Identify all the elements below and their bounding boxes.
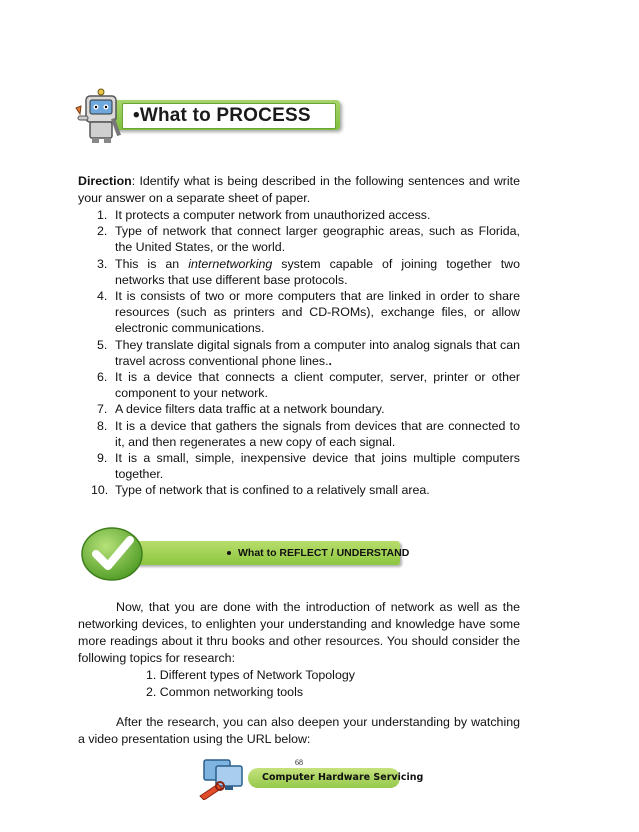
list-item: 1. Different types of Network Topology [146, 668, 355, 682]
topic-list [146, 667, 355, 701]
list-item-number: 6. [97, 370, 108, 385]
footer-bar [248, 768, 424, 788]
computer-wrench-icon [196, 756, 256, 800]
list-item-number: 2. [97, 224, 108, 239]
reflect-banner-bar [130, 541, 410, 565]
list-item-text: Type of network that is confined to a relatively small area. [115, 483, 430, 498]
list-item-number: 9. [97, 451, 108, 466]
intro-paragraph-text: Now, that you are done with the introduction of network as well as the networking devices, to enlighten your understanding and knowledge have some more readings about it thru books and other resources. You should consider the following topics for research: [78, 600, 520, 665]
list-item-number: 10. [91, 483, 109, 498]
process-banner-inner [122, 103, 336, 129]
list-item [78, 256, 520, 288]
list-item-number: 3. [97, 256, 108, 271]
list-item-number: 4. [97, 289, 108, 304]
direction-label: Direction [78, 174, 132, 188]
list-item-number: 8. [97, 418, 108, 433]
research-paragraph [78, 714, 520, 748]
direction-paragraph [78, 173, 520, 207]
list-item [78, 482, 520, 498]
research-paragraph-text: After the research, you can also deepen your understanding by watching a video presentation using the URL below: [78, 715, 520, 746]
list-item-text: It is a device that gathers the signals from devices that are connected to it, and then regenerates a new copy of each signal. [115, 418, 520, 449]
list-item-text: It is a small, simple, inexpensive device that joins multiple computers together. [115, 451, 520, 482]
question-list [78, 207, 520, 499]
list-item [78, 418, 520, 450]
process-title: •What to PROCESS [133, 105, 311, 126]
checkmark-icon [78, 526, 148, 582]
list-item-text: A device filters data traffic at a network boundary. [115, 402, 385, 417]
robot-mascot-icon [72, 86, 132, 146]
reflect-banner [78, 526, 410, 582]
page-number: 68 [295, 758, 303, 767]
list-item-text-post: system capable of joining together two networks that use different base protocols. [115, 256, 520, 287]
list-item: 5. They translate digital signals from a computer into analog signals that can travel across conventional phone lines.. [97, 337, 520, 368]
list-item-number: 1. [97, 208, 108, 222]
list-item-text: It protects a computer network from unauthorized access. [115, 208, 431, 222]
list-item [78, 401, 520, 417]
list-item-text: Type of network that connect larger geographic areas, such as Florida, the United States, or the world. [115, 224, 520, 255]
list-item-text: It is consists of two or more computers that are linked in order to share resources (such as printers and CD-ROMs), exchange files, or allow electronic communications. [115, 289, 520, 336]
list-item-number: 7. [97, 402, 108, 417]
footer-logo [196, 756, 424, 800]
list-item [78, 288, 520, 337]
list-item-text: They translate digital signals from a computer into analog signals that can travel across conventional phone lines. [115, 337, 520, 368]
list-item-text: It is a device that connects a client computer, server, printer or other component to your network. [115, 370, 520, 401]
reflect-title: What to REFLECT / UNDERSTAND [238, 547, 410, 559]
bullet-icon [227, 551, 231, 555]
list-item: 2. Common networking tools [146, 685, 304, 699]
process-banner [72, 86, 340, 146]
process-banner-bar [114, 100, 340, 130]
list-item [78, 369, 520, 401]
direction-text: : Identify what is being described in the following sentences and write your answer on a separate sheet of paper. [78, 174, 520, 205]
list-item-number: 5. [97, 337, 108, 352]
list-item-emphasis: internetworking [188, 256, 273, 271]
list-item [78, 223, 520, 255]
intro-paragraph [78, 599, 520, 667]
list-item [78, 450, 520, 482]
list-item-text-pre: This is an [115, 256, 189, 271]
footer-label: Computer Hardware Servicing [262, 772, 424, 783]
list-item [78, 207, 520, 223]
